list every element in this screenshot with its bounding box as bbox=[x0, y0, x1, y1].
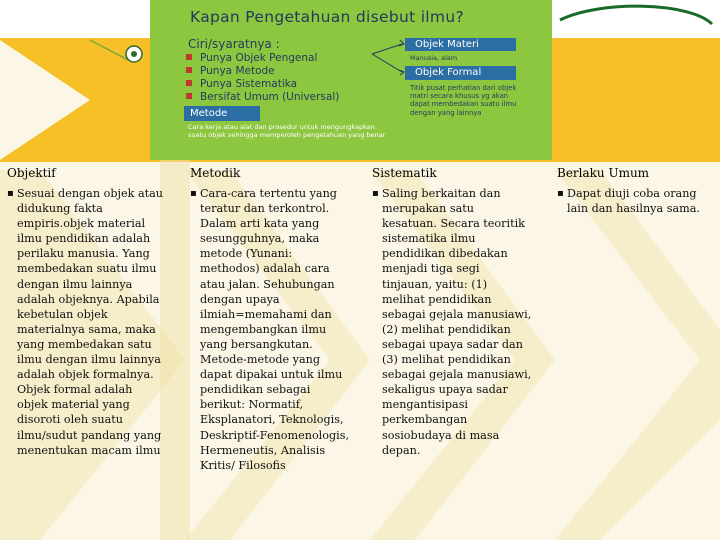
column-title: Metodik bbox=[190, 166, 241, 180]
column-objektif bbox=[7, 166, 165, 458]
column-text: Dapat diuji coba orang lain dan hasilnya sama. bbox=[567, 187, 700, 216]
criteria-item bbox=[186, 78, 297, 90]
gear-center bbox=[131, 51, 137, 57]
bullet-square-icon bbox=[186, 80, 192, 86]
column-body bbox=[557, 186, 715, 216]
bullet-square-icon bbox=[186, 54, 192, 60]
metode-label-box: Metode bbox=[184, 106, 260, 121]
column-title: Objektif bbox=[7, 166, 56, 180]
column-body bbox=[372, 186, 532, 458]
objek-formal-description: Titik pusat perhatian dari objek matri secara khusus yg akan dapat membedakan suatu ilmu dengan yang lainnya bbox=[410, 84, 517, 117]
column-metodik bbox=[190, 166, 350, 473]
metode-description: Cara kerja atau alat dan prosedur untuk mengungkapkan suatu objek sehingga memperoleh pengetahuan yang benar bbox=[188, 123, 386, 139]
infographic-title: Kapan Pengetahuan disebut ilmu? bbox=[190, 8, 464, 26]
column-sistematik bbox=[372, 166, 532, 458]
thread-decoration bbox=[90, 40, 128, 60]
criteria-label: Punya Objek Pengenal bbox=[200, 52, 318, 64]
bullet-icon: ▪ bbox=[557, 188, 564, 199]
bullet-icon: ▪ bbox=[372, 188, 379, 199]
bullet-icon: ▪ bbox=[7, 188, 14, 199]
infographic-panel bbox=[150, 0, 552, 160]
chevron-shape bbox=[0, 40, 90, 160]
criteria-label: Punya Sistematika bbox=[200, 78, 298, 90]
chevron-shape bbox=[555, 170, 720, 540]
infographic-subtitle: Ciri/syaratnya : bbox=[188, 37, 280, 51]
column-text: Cara-cara tertentu yang teratur dan terkontrol. Dalam arti kata yang sesungguhnya, maka metode (Yunani: methodos) adalah cara atau jalan. Sehubungan dengan upaya ilmiah=memahami dan mengembangkan ilmu yang bersangkutan. Metode-metode yang dapat dipakai untuk ilmu pendidikan sebagai berikut: Normatif, Eksplanatori, Teknologis, Deskriptif-Fenomenologis, Hermeneutis, Analisis Kritis/ Filosofis bbox=[200, 187, 350, 472]
objek-materi-note: Manusia, alam bbox=[410, 54, 458, 62]
column-title: Sistematik bbox=[372, 166, 437, 180]
arrow-line bbox=[372, 54, 402, 72]
criteria-item bbox=[186, 91, 339, 103]
column-text: Sesuai dengan objek atau didukung fakta empiris.objek material ilmu pendidikan adalah perilaku manusia. Yang membedakan suatu ilmu dengan ilmu lainnya adalah objeknya. Apabila kebetulan objek materialnya sama, maka yang membedakan satu ilmu dengan ilmu lainnya adalah objek formalnya. Objek formal adalah objek material yang disoroti oleh suatu ilmu/sudut pandang yang menentukan macam ilmu bbox=[17, 187, 163, 457]
column-body bbox=[190, 186, 350, 473]
objek-formal-box: Objek Formal bbox=[405, 66, 516, 80]
criteria-label: Bersifat Umum (Universal) bbox=[200, 91, 340, 103]
objek-materi-box: Objek Materi bbox=[405, 38, 516, 51]
arrow-head bbox=[399, 70, 404, 75]
criteria-item bbox=[186, 65, 275, 77]
green-arc-decoration bbox=[560, 6, 712, 24]
bullet-icon: ▪ bbox=[190, 188, 197, 199]
criteria-item bbox=[186, 52, 317, 64]
criteria-label: Punya Metode bbox=[200, 65, 275, 77]
bullet-square-icon bbox=[186, 67, 192, 73]
arrow-line bbox=[372, 44, 402, 54]
column-body bbox=[7, 186, 165, 458]
bullet-square-icon bbox=[186, 93, 192, 99]
column-text: Saling berkaitan dan merupakan satu kesatuan. Secara teoritik sistematika ilmu pendidikan dibedakan menjadi tiga segi tinjauan, yaitu: (1) melihat pendidikan sebagai gejala manusiawi, (2) melihat pendidikan sebagai upaya sadar dan (3) melihat pendidikan sebagai gejala manusiawi, sekaligus upaya sadar mengantisipasi perkembangan sosiobudaya di masa depan. bbox=[382, 187, 532, 457]
column-berlaku-umum bbox=[557, 166, 715, 216]
column-title: Berlaku Umum bbox=[557, 166, 650, 180]
